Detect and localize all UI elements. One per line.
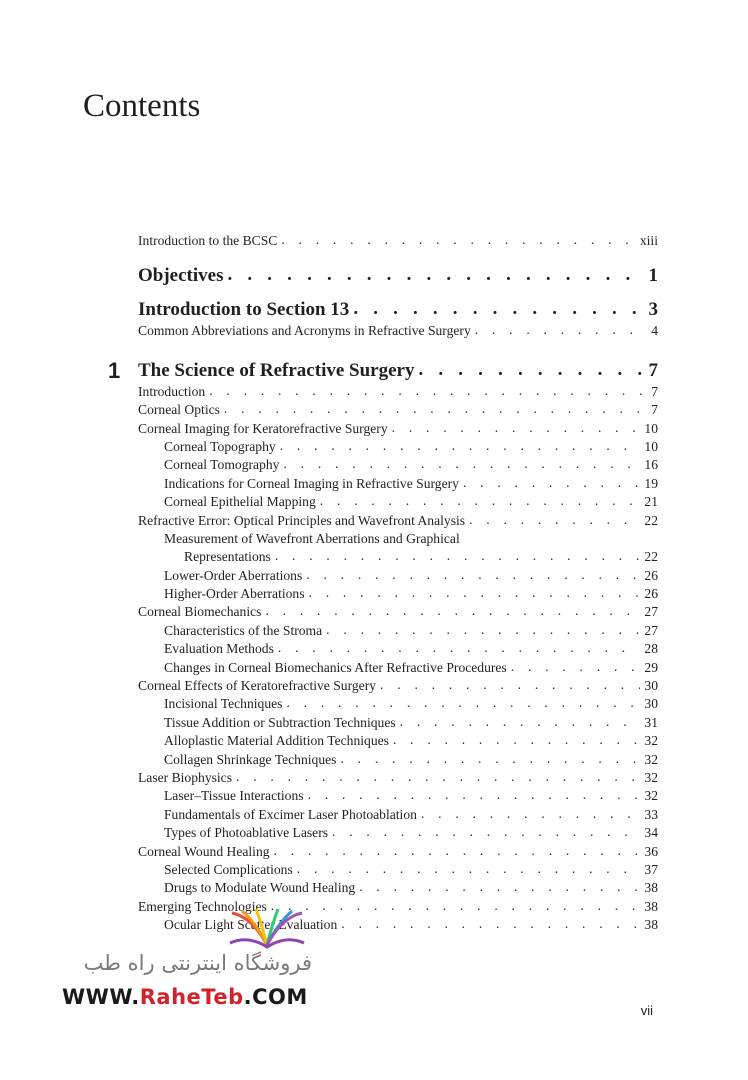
toc-entry-label: Evaluation Methods (164, 641, 274, 657)
dot-leader (469, 511, 640, 530)
dot-leader (308, 786, 641, 805)
toc-entry-page: xiii (639, 232, 658, 248)
watermark (62, 905, 322, 1015)
toc-entry-page: 3 (648, 299, 658, 321)
toc-entry-page: 21 (644, 494, 658, 510)
toc-entry-page: 30 (644, 696, 658, 712)
toc-entry-label: Corneal Biomechanics (138, 604, 262, 620)
toc-entry[interactable] (138, 659, 658, 677)
dot-leader (227, 263, 644, 288)
dot-leader (306, 566, 640, 585)
dot-leader (380, 676, 640, 695)
dot-leader (341, 915, 640, 934)
page-title: Contents (83, 88, 201, 124)
dot-leader (286, 694, 640, 713)
dot-leader (418, 358, 644, 383)
toc-entry[interactable] (138, 420, 658, 438)
toc-entry[interactable] (138, 603, 658, 621)
toc-entry-page: 7 (651, 402, 658, 418)
toc-entry[interactable] (138, 512, 658, 530)
toc-entry[interactable] (138, 640, 658, 658)
toc-entry[interactable] (138, 843, 658, 861)
url-suffix: .COM (243, 985, 308, 1009)
toc-entry[interactable] (138, 383, 658, 401)
toc-entry-page: 32 (644, 788, 658, 804)
toc-entry-page: 26 (644, 586, 658, 602)
toc-entry-label: Types of Photoablative Lasers (164, 825, 329, 841)
dot-leader (271, 897, 641, 916)
toc-entry[interactable] (138, 530, 658, 548)
dot-leader (309, 584, 641, 603)
toc-entry-label: Indications for Corneal Imaging in Refractive Surgery (164, 475, 459, 491)
toc-entry-label: Corneal Imaging for Keratorefractive Surgery (138, 420, 388, 436)
toc-chapter-1[interactable] (108, 357, 658, 383)
toc-entry-page: 28 (644, 641, 658, 657)
toc-entry[interactable] (138, 861, 658, 879)
toc-entry[interactable] (138, 751, 658, 769)
toc-entry[interactable] (138, 695, 658, 713)
toc-entry-label: The Science of Refractive Surgery (138, 359, 415, 381)
dot-leader (340, 750, 640, 769)
toc-entry-label: Corneal Wound Healing (138, 843, 270, 859)
toc-entry[interactable] (138, 714, 658, 732)
toc-entry-label: Tissue Addition or Subtraction Techniques (164, 714, 396, 730)
toc-entry-page: 27 (644, 622, 658, 638)
toc-entry-page: 32 (644, 751, 658, 767)
toc-entry-page: 7 (648, 359, 658, 381)
toc-entry-page: 30 (644, 678, 658, 694)
toc-entry-abbreviations[interactable] (138, 322, 658, 340)
toc-entry-label: Lower-Order Aberrations (164, 567, 303, 583)
toc-entry-page: 31 (644, 714, 658, 730)
toc-entry[interactable] (138, 493, 658, 511)
toc-entry-page: 27 (644, 604, 658, 620)
toc-entry[interactable] (138, 401, 658, 419)
toc-entry[interactable] (138, 475, 658, 493)
dot-leader (421, 805, 640, 824)
toc-entry-intro-bcsc[interactable] (138, 232, 658, 250)
toc-entry[interactable] (138, 824, 658, 842)
watermark-url[interactable] (62, 985, 308, 1009)
toc-entry[interactable] (138, 585, 658, 603)
toc-entry-page: 29 (644, 659, 658, 675)
toc-entry-label: Laser–Tissue Interactions (164, 788, 304, 804)
toc-entry-label: Introduction to the BCSC (138, 232, 278, 248)
dot-leader (278, 639, 641, 658)
toc-entry-label: Measurement of Wavefront Aberrations and Graphical (164, 530, 460, 546)
toc-entry-label: Selected Complications (164, 861, 293, 877)
toc-entry-page: 38 (644, 917, 658, 933)
toc-entry-label: Introduction (138, 383, 206, 399)
dot-leader (463, 474, 640, 493)
table-of-contents (108, 232, 658, 935)
toc-entry-page: 16 (644, 457, 658, 473)
dot-leader (326, 621, 640, 640)
toc-entry-page: 22 (644, 549, 658, 565)
toc-entry-label: Laser Biophysics (138, 769, 233, 785)
toc-entry-page: 26 (644, 567, 658, 583)
toc-entry-page: 10 (644, 420, 658, 436)
dot-leader (281, 231, 636, 250)
toc-entry-label: Drugs to Modulate Wound Healing (164, 880, 356, 896)
toc-entry-page: 32 (644, 769, 658, 785)
toc-entry-label: Fundamentals of Excimer Laser Photoablation (164, 806, 417, 822)
dot-leader (332, 823, 640, 842)
dot-leader (475, 321, 647, 340)
toc-entry-label: Refractive Error: Optical Principles and Wavefront Analysis (138, 512, 466, 528)
toc-entry-page: 38 (644, 898, 658, 914)
toc-entry-page: 4 (651, 323, 658, 339)
toc-entry-page: 37 (644, 861, 658, 877)
toc-entry-label: Collagen Shrinkage Techniques (164, 751, 337, 767)
toc-entry-label: Higher-Order Aberrations (164, 586, 305, 602)
toc-entry-label: Objectives (138, 265, 224, 287)
toc-entry-label: Ocular Light Scatter Evaluation (164, 917, 338, 933)
toc-entry-page: 10 (644, 438, 658, 454)
toc-entry-label: Corneal Optics (138, 402, 220, 418)
dot-leader (265, 602, 640, 621)
toc-entry-objectives[interactable] (138, 264, 658, 288)
toc-entry-page: 19 (644, 475, 658, 491)
dot-leader (392, 419, 641, 438)
url-prefix: WWW. (62, 985, 140, 1009)
toc-entry-page: 34 (644, 825, 658, 841)
page-number: vii (640, 1003, 653, 1018)
dot-leader (320, 492, 641, 511)
dot-leader (359, 878, 640, 897)
url-brand: RaheTeb (139, 985, 244, 1009)
toc-entry[interactable] (138, 787, 658, 805)
toc-entry[interactable] (138, 732, 658, 750)
toc-entry-page: 32 (644, 733, 658, 749)
toc-entry-label: Corneal Tomography (164, 457, 280, 473)
dot-leader (236, 768, 640, 787)
toc-entry-label: Alloplastic Material Addition Techniques (164, 733, 389, 749)
toc-entry[interactable] (138, 548, 658, 566)
toc-entry-label: Corneal Topography (164, 438, 276, 454)
toc-entry-page: 22 (644, 512, 658, 528)
dot-leader (274, 842, 641, 861)
toc-entry-label: Changes in Corneal Biomechanics After Refractive Procedures (164, 659, 507, 675)
toc-entry-page: 1 (648, 265, 658, 287)
toc-entry-page: 7 (651, 383, 658, 399)
toc-entry-label: Incisional Techniques (164, 696, 283, 712)
toc-entry[interactable] (138, 456, 658, 474)
watermark-persian-text: فروشگاه اینترنتی راه طب (83, 951, 312, 975)
dot-leader (353, 297, 644, 322)
dot-leader (280, 437, 641, 456)
dot-leader (209, 382, 647, 401)
chapter-number: 1 (108, 357, 121, 383)
toc-entry-page: 36 (644, 843, 658, 859)
toc-entry-label: Introduction to Section 13 (138, 299, 350, 321)
dot-leader (275, 547, 641, 566)
dot-leader (400, 713, 641, 732)
toc-entry-page: 38 (644, 880, 658, 896)
toc-entry-label: Corneal Epithelial Mapping (164, 494, 316, 510)
toc-entry-label: Corneal Effects of Keratorefractive Surgery (138, 678, 377, 694)
toc-entry[interactable] (138, 769, 658, 787)
dot-leader (224, 400, 647, 419)
dot-leader (283, 455, 640, 474)
toc-entry-page: 33 (644, 806, 658, 822)
toc-entry[interactable] (138, 677, 658, 695)
dot-leader (511, 658, 641, 677)
toc-entry-label: Representations (184, 549, 271, 565)
toc-entry[interactable] (138, 622, 658, 640)
dot-leader (297, 860, 641, 879)
toc-entry-intro-section[interactable] (138, 298, 658, 322)
toc-entry[interactable] (138, 806, 658, 824)
open-book-logo-icon (222, 905, 312, 951)
toc-entry-label: Emerging Technologies (138, 898, 267, 914)
toc-entry[interactable] (138, 567, 658, 585)
dot-leader (393, 731, 640, 750)
toc-entry-label: Common Abbreviations and Acronyms in Refractive Surgery (138, 323, 471, 339)
toc-entry[interactable] (138, 438, 658, 456)
toc-entry[interactable] (138, 879, 658, 897)
toc-entry-label: Characteristics of the Stroma (164, 622, 323, 638)
